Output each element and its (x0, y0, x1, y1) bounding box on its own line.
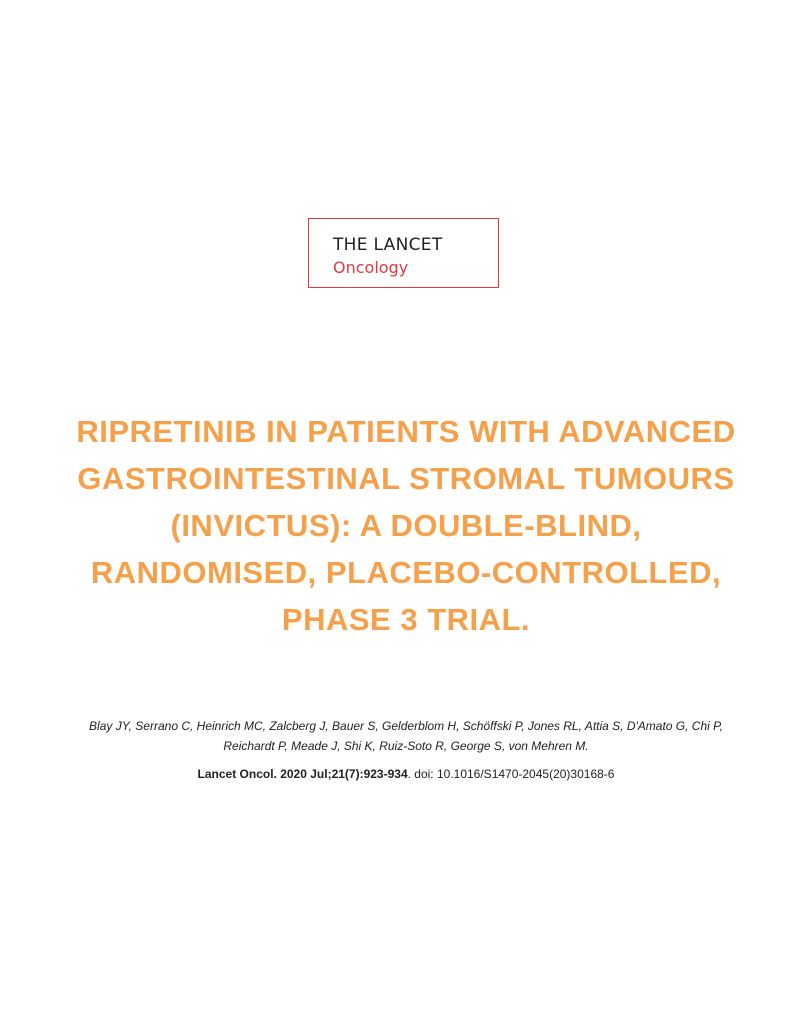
title-line-2: GASTROINTESTINAL STROMAL TUMOURS (77, 461, 735, 496)
author-list-line-2: Reichardt P, Meade J, Shi K, Ruiz-Soto R, George S, von Mehren M. (223, 739, 589, 753)
author-list (40, 716, 772, 756)
citation-doi: . doi: 10.1016/S1470-2045(20)30168-6 (407, 767, 615, 781)
article-title (30, 408, 782, 643)
citation-journal: Lancet Oncol. 2020 Jul;21(7):923-934 (197, 767, 408, 781)
logo-journal-section: Oncology (333, 258, 409, 277)
title-line-4: RANDOMISED, PLACEBO-CONTROLLED, (90, 555, 722, 590)
journal-logo (308, 218, 499, 288)
title-line-1: RIPRETINIB IN PATIENTS WITH ADVANCED (76, 414, 736, 449)
title-line-3: (INVICTUS): A DOUBLE-BLIND, (170, 508, 642, 543)
author-list-line-1: Blay JY, Serrano C, Heinrich MC, Zalcberg J, Bauer S, Gelderblom H, Schöffski P, Jones RL, Attia S, D'Amato G, Chi P, (89, 719, 723, 733)
logo-journal-name: THE LANCET (333, 235, 443, 255)
citation (40, 765, 772, 783)
title-line-5: PHASE 3 TRIAL. (281, 602, 531, 637)
